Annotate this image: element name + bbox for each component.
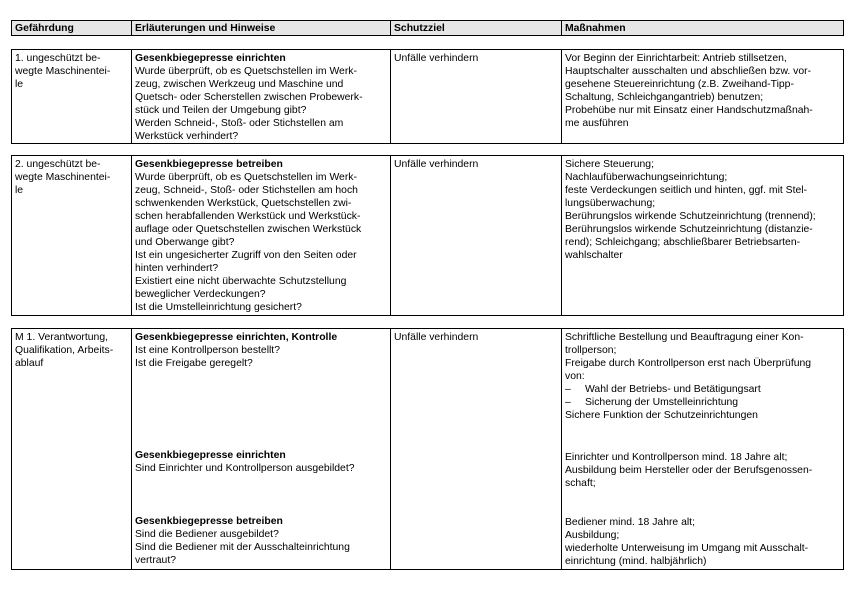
measures-cell: Sichere Steuerung; Nachlaufüberwachungseinrichtung; feste Verdeckungen seitlich und hinten, ggf. mit Stel- lungsüberwachung; Berührungslos wirkende Schutzeinrichtung (trennend); Berührungslos wirkende Schutzeinrichtung (distanzie- rend); Schleichgang; abschließbarer Betriebsarten- wahlschalter — [561, 156, 843, 315]
dash-bullet: – — [565, 397, 571, 408]
header-goal: Schutzziel — [390, 21, 561, 35]
measures-section: Bediener mind. 18 Jahre alt; Ausbildung; wiederholte Unterweisung im Umgang mit Ausschalt- einrichtung (mind. halbjährlich) — [565, 517, 809, 567]
notes-cell: Gesenkbiegepresse betreiben Wurde überprüft, ob es Quetschstellen im Werk- zeug, Schneid-, Stoß- oder Stichstellen am hoch schwenkenden Werkstück, Quetschstellen zwi- schen herabfallenden Werkstück und Werkstück- auflage oder Quetschstellen zwischen Werkstück und Oberwange gibt? Ist ein ungesicherter Zugriff von den Seiten oder hinten verhindert? Existiert eine nicht überwachte Schutzstellung beweglicher Verdeckungen? Ist die Umstelleinrichtung gesichert? — [131, 156, 390, 315]
goal-cell: Unfälle verhindern — [390, 156, 561, 315]
section-title: Gesenkbiegepresse einrichten — [135, 450, 286, 461]
measures-section: Einrichter und Kontrollperson mind. 18 Jahre alt; Ausbildung beim Hersteller oder der Berufsgenossen- schaft; — [565, 452, 813, 489]
goal-cell: Unfälle verhindern — [390, 329, 561, 569]
header-hazard: Gefährdung — [15, 23, 74, 34]
hazard-cell: M 1. Verantwortung, Qualifikation, Arbeits- ablauf — [15, 332, 114, 369]
table-row — [11, 49, 844, 144]
header-measures: Maßnahmen — [561, 21, 843, 35]
table-header — [11, 20, 844, 36]
table-row — [11, 328, 844, 570]
notes-section: Gesenkbiegepresse betreiben Sind die Bediener ausgebildet? Sind die Bediener mit der Ausschalteinrichtung vertraut? — [135, 515, 388, 567]
notes-cell — [131, 329, 390, 569]
table-row — [11, 155, 844, 316]
dash-bullet: – — [565, 384, 571, 395]
section-title: Gesenkbiegepresse einrichten, Kontrolle — [135, 332, 338, 343]
measures-section: Schriftliche Bestellung und Beauftragung einer Kon- trollperson; Freigabe durch Kontrollperson erst nach Überprüfung von: – Wahl der Betriebs- und Betätigungsart – Sicherung der Umstelleinrichtung Sichere Funktion der Schutzeinrichtungen — [565, 331, 841, 422]
notes-cell: Gesenkbiegepresse einrichten Wurde überprüft, ob es Quetschstellen im Werk- zeug, zwischen Werkzeug und Maschine und Quetsch- oder Scherstellen zwischen Probewerk- stück und Teilen der Umgebung gibt? Werden Schneid-, Stoß- oder Stichstellen am Werkstück verhindert? — [131, 50, 390, 143]
section-title: Gesenkbiegepresse betreiben — [135, 159, 283, 170]
bullet-item: – Wahl der Betriebs- und Betätigungsart — [565, 384, 761, 395]
hazard-cell: 1. ungeschützt be- wegte Maschinentei- le — [15, 53, 111, 90]
measures-cell: Vor Beginn der Einrichtarbeit: Antrieb stillsetzen, Hauptschalter ausschalten und abschließen bzw. vor- gesehene Steuereinrichtung (z.B. Zweihand-Tipp- Schaltung, Schleichgangantrieb) benutzen; Probehübe nur mit Einsatz einer Handschutzmaßnah- me ausführen — [561, 50, 843, 143]
goal-cell: Unfälle verhindern — [390, 50, 561, 143]
header-notes: Erläuterungen und Hinweise — [131, 21, 390, 35]
notes-section: Gesenkbiegepresse einrichten Sind Einrichter und Kontrollperson ausgebildet? — [135, 449, 388, 475]
measures-cell — [561, 329, 843, 569]
section-title: Gesenkbiegepresse betreiben — [135, 516, 283, 527]
hazard-cell: 2. ungeschützt be- wegte Maschinentei- le — [15, 159, 111, 196]
notes-section: Gesenkbiegepresse einrichten, Kontrolle Ist eine Kontrollperson bestellt? Ist die Freigabe geregelt? — [135, 331, 388, 370]
section-title: Gesenkbiegepresse einrichten — [135, 53, 286, 64]
bullet-item: – Sicherung der Umstelleinrichtung — [565, 397, 739, 408]
